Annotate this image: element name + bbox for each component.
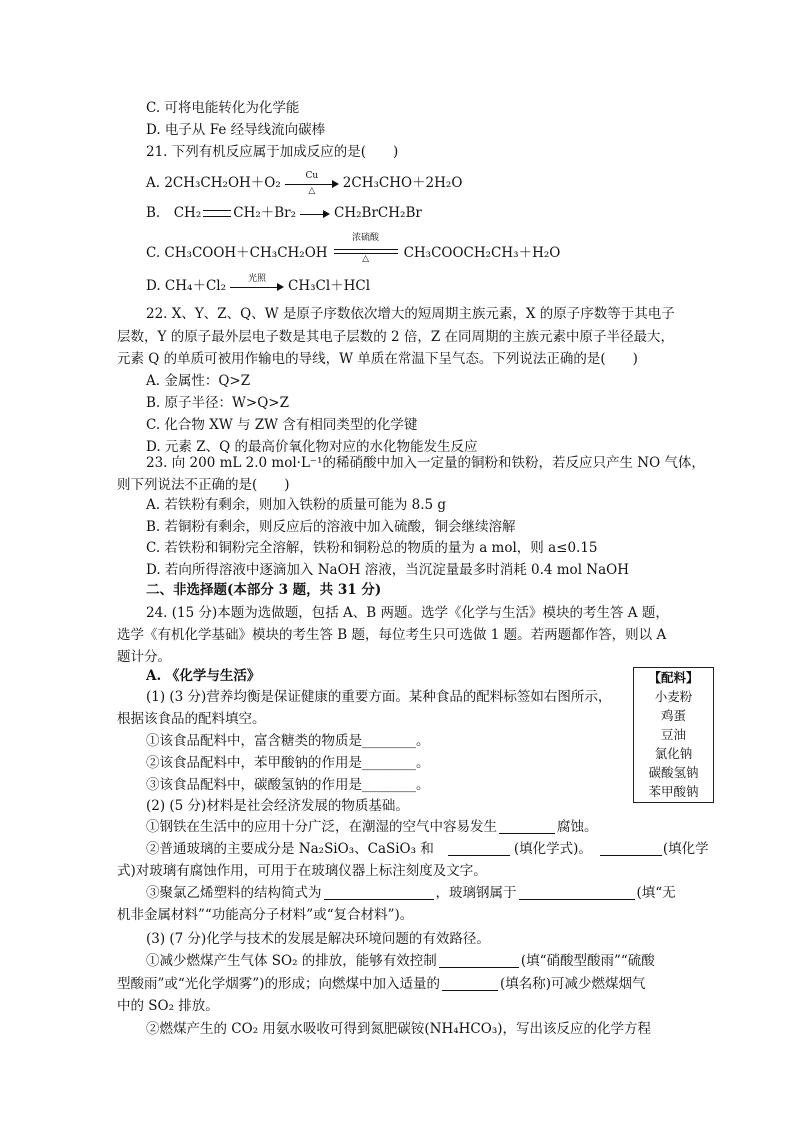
q24-stem-line1: 24. (15 分)本题为选做题，包括 A、B 两题。选学《化学与生活》模块的考生答 A 题， bbox=[146, 605, 669, 621]
q24-p2-sub1-tail: 腐蚀。 bbox=[557, 819, 598, 835]
q24-p3-sub1-line2-tail: (填名称)可减少燃煤烟气 bbox=[499, 976, 646, 992]
section-heading: 二、非选择题(本部分 3 题，共 31 分) bbox=[146, 582, 382, 598]
q24-p2-sub2-mid: (填化学式)。 bbox=[513, 841, 592, 857]
q24-p2-sub3-line2: 机非金属材料”“功能高分子材料”或“复合材料”)。 bbox=[117, 907, 414, 923]
q21-stem: 21. 下列有机反应属于加成反应的是( ) bbox=[146, 144, 399, 160]
q24-p1-line1: (1) (3 分)营养均衡是保证健康的重要方面。某种食品的配料标签如右图所示， bbox=[146, 689, 612, 705]
q22-option-c: C. 化合物 XW 与 ZW 含有相同类型的化学键 bbox=[146, 417, 418, 433]
q24-stem-line2: 选学《有机化学基础》模块的考生答 B 题，每位考生只可选做 1 题。若两题都作答，则以 A bbox=[117, 627, 667, 643]
q21-c-products: CH₃COOCH₂CH₃＋H₂O bbox=[403, 245, 561, 261]
reaction-arrow-icon bbox=[285, 170, 339, 196]
q21-option-a bbox=[146, 170, 463, 196]
q22-option-b: B. 原子半径：W>Q>Z bbox=[146, 395, 289, 411]
q24-p3-sub1-line2-text: 型酸雨”或“光化学烟雾”)的形成；向燃煤中加入适量的 bbox=[117, 976, 440, 992]
q22-option-d: D. 元素 Z、Q 的最高价氧化物对应的水化物能发生反应 bbox=[146, 439, 478, 455]
ingredient-title: 【配料】 bbox=[648, 670, 699, 685]
q24-p3-sub1 bbox=[146, 952, 655, 970]
reaction-arrow-icon bbox=[300, 205, 330, 223]
q21-c-heat: △ bbox=[362, 253, 370, 264]
q21-option-b bbox=[146, 204, 422, 223]
q21-option-c bbox=[146, 232, 561, 264]
q23-stem-line2: 则下列说法不正确的是( ) bbox=[117, 477, 290, 493]
q22-stem-line2: 层数，Y 的原子最外层电子数是其电子层数的 2 倍，Z 在同周期的主族元素中原子半径最大， bbox=[117, 329, 675, 345]
q24-p3-sub2: ②燃煤产生的 CO₂ 用氨水吸收可得到氮肥碳铵(NH₄HCO₃)，写出该反应的化学方程 bbox=[146, 1021, 652, 1037]
q24-stem-line3: 题计分。 bbox=[117, 649, 171, 665]
q22-stem-line1: 22. X、Y、Z、Q、W 是原子序数依次增大的短周期主族元素，X 的原子序数等于其电子 bbox=[146, 306, 675, 322]
q24-p1-line2: 根据该食品的配料填空。 bbox=[117, 711, 266, 727]
q21-a-reactants: A. 2CH₃CH₂OH＋O₂ bbox=[146, 175, 281, 191]
q21-a-products: 2CH₃CHO＋2H₂O bbox=[342, 175, 463, 191]
q24-p2-sub2-text: ②普通玻璃的主要成分是 Na₂SiO₃、CaSiO₃ 和 bbox=[146, 841, 434, 857]
answer-blank[interactable] bbox=[519, 885, 635, 900]
q24-part-a-title: A. 《化学与生活》 bbox=[146, 668, 261, 684]
answer-blank[interactable] bbox=[439, 953, 519, 968]
q21-c-reactants: C. CH₃COOH＋CH₃CH₂OH bbox=[146, 245, 328, 261]
q24-p3-line1: (3) (7 分)化学与技术的发展是解决环境问题的有效路径。 bbox=[146, 931, 490, 947]
q23-option-b: B. 若铜粉有剩余，则反应后的溶液中加入硫酸，铜会继续溶解 bbox=[146, 519, 516, 535]
q21-d-reactants: D. CH₄＋Cl₂ bbox=[146, 278, 226, 294]
answer-blank[interactable] bbox=[600, 841, 662, 856]
q21-a-catalyst: Cu bbox=[305, 170, 319, 181]
answer-blank[interactable] bbox=[442, 976, 498, 991]
q24-p2-sub3-mid: ，玻璃钢属于 bbox=[435, 885, 517, 901]
ingredient-item: 豆油 bbox=[660, 727, 686, 742]
q22-option-a: A. 金属性：Q>Z bbox=[146, 373, 251, 389]
q23-stem-line1: 23. 向 200 mL 2.0 mol·L⁻¹的稀硝酸中加入一定量的铜粉和铁粉，若反应只产生 NO 气体， bbox=[146, 455, 705, 471]
double-bond-icon bbox=[203, 210, 231, 217]
q24-p3-sub1-line3: 中的 SO₂ 排放。 bbox=[117, 998, 219, 1014]
answer-blank[interactable] bbox=[499, 819, 555, 834]
q24-p2-sub3-tail: (填“无 bbox=[636, 885, 676, 901]
q24-p3-sub1-text: ①减少燃煤产生气体 SO₂ 的排放，能够有效控制 bbox=[146, 953, 437, 969]
q21-c-catalyst: 浓硫酸 bbox=[352, 232, 380, 243]
q24-p2-sub2 bbox=[146, 840, 709, 858]
q24-p2-sub1-text: ①钢铁在生活中的应用十分广泛，在潮湿的空气中容易发生 bbox=[146, 819, 497, 835]
q24-p2-sub3-text: ③聚氯乙烯塑料的结构简式为 bbox=[146, 885, 322, 901]
q24-p1-sub3: ③该食品配料中，碳酸氢钠的作用是________。 bbox=[146, 777, 430, 793]
q21-a-heat: △ bbox=[308, 185, 316, 196]
q21-d-light: 光照 bbox=[247, 273, 266, 284]
q21-d-products: CH₃Cl＋HCl bbox=[288, 278, 371, 294]
q21-b-left: B. CH₂ bbox=[146, 205, 202, 221]
q20-option-c: C. 可将电能转化为化学能 bbox=[146, 100, 300, 116]
q24-p2-sub2-line2: 式)对玻璃有腐蚀作用，可用于在玻璃仪器上标注刻度及文字。 bbox=[117, 863, 487, 879]
q22-stem-line3: 元素 Q 的单质可被用作输电的导线，W 单质在常温下呈气态。下列说法正确的是( ) bbox=[117, 351, 638, 367]
q21-b-products: CH₂BrCH₂Br bbox=[334, 205, 422, 221]
q24-p2-sub3 bbox=[146, 884, 676, 902]
ingredient-item: 鸡蛋 bbox=[660, 708, 686, 723]
q23-option-d: D. 若向所得溶液中逐滴加入 NaOH 溶液，当沉淀量最多时消耗 0.4 mol NaOH bbox=[146, 562, 630, 578]
reaction-arrow-icon bbox=[230, 273, 284, 296]
ingredient-item: 碳酸氢钠 bbox=[648, 765, 699, 780]
q21-option-d bbox=[146, 273, 371, 296]
ingredient-item: 苯甲酸钠 bbox=[648, 784, 699, 799]
ingredient-label-box bbox=[633, 667, 714, 803]
q24-p2-sub2-tail: (填化学 bbox=[662, 841, 709, 857]
answer-blank[interactable] bbox=[324, 885, 434, 900]
answer-blank[interactable] bbox=[448, 841, 510, 856]
q24-p1-sub2: ②该食品配料中，苯甲酸钠的作用是________。 bbox=[146, 755, 430, 771]
q23-option-a: A. 若铁粉有剩余，则加入铁粉的质量可能为 8.5 g bbox=[146, 497, 447, 513]
ingredient-item: 氯化钠 bbox=[654, 746, 693, 761]
q21-b-mid: CH₂＋Br₂ bbox=[233, 205, 297, 221]
q24-p1-sub1: ①该食品配料中，富含糖类的物质是________。 bbox=[146, 733, 430, 749]
q24-p2-sub1 bbox=[146, 818, 598, 836]
q24-p3-sub1-tail: (填“硝酸型酸雨”“硫酸 bbox=[520, 953, 655, 969]
equilibrium-arrow-icon bbox=[334, 232, 398, 264]
q24-p3-sub1-line2 bbox=[117, 975, 646, 993]
q23-option-c: C. 若铁粉和铜粉完全溶解，铁粉和铜粉总的物质的量为 a mol，则 a≤0.15 bbox=[146, 540, 598, 556]
ingredient-item: 小麦粉 bbox=[654, 689, 693, 704]
q20-option-d: D. 电子从 Fe 经导线流向碳棒 bbox=[146, 122, 326, 138]
q24-p2-line1: (2) (5 分)材料是社会经济发展的物质基础。 bbox=[146, 798, 409, 814]
